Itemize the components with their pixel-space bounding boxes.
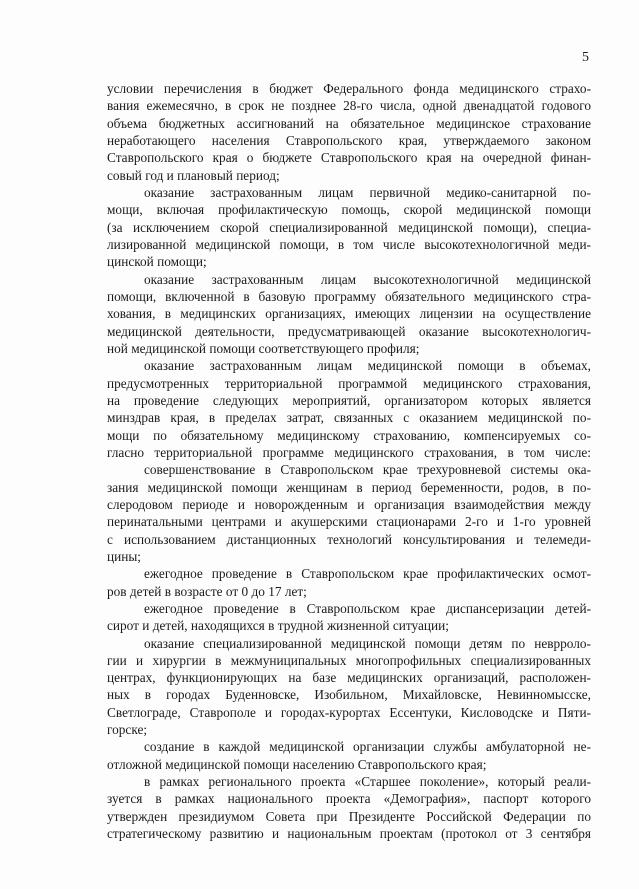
text-line: на проведение следующих мероприятий, организатором которых является xyxy=(107,392,591,408)
text-line: ных в городах Буденновске, Изобильном, Михайловске, Невинномысске, xyxy=(107,687,591,703)
text-line: объема бюджетных ассигнований на обязательное медицинское страхование xyxy=(107,115,591,131)
text-line: стратегическому развитию и национальным проектам (протокол от 3 сентября xyxy=(107,826,591,842)
text-line: вания ежемесячно, в срок не позднее 28-го числа, одной двенадцатой годового xyxy=(107,98,591,114)
text-line: минздрав края, в пределах затрат, связанных с оказанием медицинской по- xyxy=(107,410,591,426)
text-line: медицинской деятельности, предусматривающей оказание высокотехнологич- xyxy=(107,323,591,339)
text-line: ной медицинской помощи соответствующего профиля; xyxy=(107,340,420,356)
text-line: помощи, включенной в базовую программу обязательного медицинского стра- xyxy=(107,288,591,304)
text-line: ров детей в возрасте от 0 до 17 лет; xyxy=(107,583,307,599)
text-line: перинатальными центрами и акушерскими стационарами 2-го и 1-го уровней xyxy=(107,514,591,530)
page-number: 5 xyxy=(582,50,589,65)
text-line: предусмотренных территориальной программой медицинского страхования, xyxy=(107,375,591,391)
text-line: зания медицинской помощи женщинам в период беременности, родов, в по- xyxy=(107,479,591,495)
text-line: горске; xyxy=(107,722,148,738)
text-line: неработающего населения Ставропольского края, утверждаемого законом xyxy=(107,132,591,148)
text-line: совый год и плановый период; xyxy=(107,167,280,183)
text-line: Ставропольского края о бюджете Ставропольского края на очередной финан- xyxy=(107,150,591,166)
text-line: хования, в медицинских организациях, имеющих лицензии на осуществление xyxy=(107,306,591,322)
text-line: оказание застрахованным лицам медицинской помощи в объемах, xyxy=(144,358,591,374)
text-line: (за исключением скорой специализированной медицинской помощи), специа- xyxy=(107,219,591,235)
text-line: ежегодное проведение в Ставропольском крае диспансеризации детей- xyxy=(144,600,591,616)
text-line: условии перечисления в бюджет Федерального фонда медицинского страхо- xyxy=(107,81,591,96)
text-line: слеродовом периоде и новорожденным и организация взаимодействия между xyxy=(107,496,591,512)
text-line: цинской помощи; xyxy=(107,254,207,270)
text-line: лизированной медицинской помощи, в том числе высокотехнологичной меди- xyxy=(107,236,591,252)
text-line: в рамках регионального проекта «Старшее поколение», который реали- xyxy=(144,774,591,790)
text-line: Светлограде, Ставрополе и городах-курортах Ессентуки, Кисловодске и Пяти- xyxy=(107,704,591,720)
text-line: отложной медицинской помощи населению Ставропольского края; xyxy=(107,756,487,772)
text-line: создание в каждой медицинской организации службы амбулаторной не- xyxy=(144,739,591,755)
text-line: зуется в рамках национального проекта «Демография», паспорт которого xyxy=(107,791,591,807)
text-line: мощи, включая профилактическую помощь, скорой медицинской помощи xyxy=(107,202,591,218)
text-line: утвержден президиумом Совета при Президенте Российской Федерации по xyxy=(107,808,591,824)
text-line: ежегодное проведение в Ставропольском крае профилактических осмот- xyxy=(144,566,591,582)
text-line: мощи по обязательному медицинскому страхованию, компенсируемых со- xyxy=(107,427,591,443)
text-line: гии и хирургии в межмуниципальных многопрофильных специализированных xyxy=(107,652,591,668)
text-line: центрах, функционирующих на базе медицинских организаций, расположен- xyxy=(107,670,591,686)
text-line: оказание застрахованным лицам высокотехнологичной медицинской xyxy=(144,271,591,287)
text-line: гласно территориальной программе медицинского страхования, в том числе: xyxy=(107,444,591,460)
text-line: совершенствование в Ставропольском крае трехуровневой системы ока- xyxy=(144,462,591,478)
text-line: цины; xyxy=(107,548,141,564)
text-line: оказание застрахованным лицам первичной медико-санитарной по- xyxy=(144,184,591,200)
text-line: оказание специализированной медицинской помощи детям по неврроло- xyxy=(144,635,591,651)
text-line: с использованием дистанционных технологий консультирования и телемеди- xyxy=(107,531,591,547)
text-line: сирот и детей, находящихся в трудной жизненной ситуации; xyxy=(107,618,449,634)
document-body xyxy=(107,80,591,842)
